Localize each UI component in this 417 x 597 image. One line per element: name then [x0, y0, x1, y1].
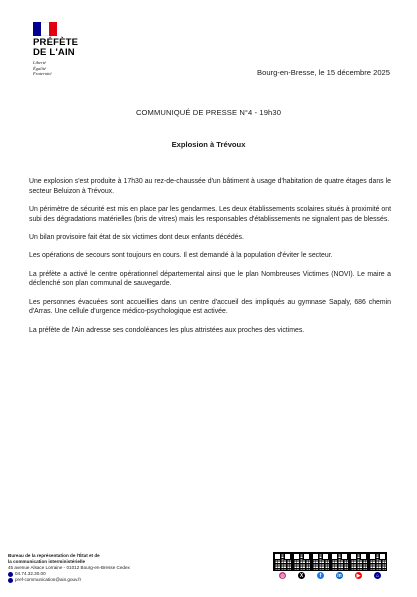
qr-code: [312, 553, 329, 570]
communique-subject: Explosion à Trévoux: [171, 140, 246, 149]
marianne-flag-icon: [33, 22, 57, 36]
prefecture-name-line2: DE L'AIN: [33, 46, 75, 58]
qr-code: [331, 553, 348, 570]
social-instagram[interactable]: [274, 553, 291, 579]
footer-email[interactable]: pref-communication@ain.gouv.fr: [15, 577, 82, 582]
phone-icon: [8, 572, 13, 577]
communique-body: [29, 177, 391, 344]
social-website[interactable]: [369, 553, 386, 579]
footer-contact: [8, 553, 158, 583]
paragraph-rescue-operations: Les opérations de secours sont toujours en cours. Il est demandé à la population d'éviter le secteur.: [29, 252, 333, 260]
prefecture-logo: [33, 22, 103, 77]
email-icon: [8, 578, 13, 583]
footer-phone: 04.74.32.30.00: [15, 571, 46, 576]
instagram-icon: ◎: [280, 572, 285, 579]
footer-email-row: [8, 577, 158, 583]
web-icon: ⌂: [375, 572, 380, 579]
paragraph-security-perimeter: Un périmètre de sécurité est mis en place par les gendarmes. Les deux établissements scolaires situés à proximité ont subi des dégradations matérielles (bris de vitres) mais les responsables d'établissements ne signalent pas de blessés.: [29, 205, 391, 223]
social-links: [274, 553, 386, 579]
qr-code: [350, 553, 367, 570]
footer-address: 45 avenue Alsace Lorraine - 01012 Bourg-en-Bresse Cedex: [8, 565, 130, 570]
social-youtube[interactable]: [350, 553, 367, 579]
motto-liberte: Liberté: [33, 60, 46, 65]
paragraph-victims-toll: Un bilan provisoire fait état de six victimes dont deux enfants décédés.: [29, 233, 244, 241]
x-icon: X: [299, 572, 304, 579]
social-x[interactable]: [293, 553, 310, 579]
social-linkedin[interactable]: [331, 553, 348, 579]
qr-code: [293, 553, 310, 570]
prefecture-name: [33, 38, 103, 57]
facebook-icon: f: [317, 572, 324, 579]
motto-fraternite: Fraternité: [33, 71, 52, 76]
paragraph-condolences: La préfète de l'Ain adresse ses condoléances les plus attristées aux proches des victimes.: [29, 326, 305, 334]
footer-office-line2: la communication interministérielle: [8, 559, 86, 564]
paragraph-explosion: Une explosion s'est produite à 17h30 au rez-de-chaussée d'un bâtiment à usage d'habitation de quatre étages dans le secteur Beluizon à Trévoux.: [29, 178, 391, 195]
qr-code: [274, 553, 291, 570]
prefecture-name-line1: PRÉFÈTE: [33, 37, 79, 48]
paragraph-novi-plan: La préfète a activé le centre opérationnel départemental ainsi que le plan Nombreuses Victimes (NOVI). Le maire a déclenché son plan communal de sauvegarde.: [29, 270, 391, 288]
qr-code: [369, 553, 386, 570]
republic-motto: [33, 60, 103, 77]
dateline: Bourg-en-Bresse, le 15 décembre 2025: [257, 68, 390, 77]
communique-title: COMMUNIQUÉ DE PRESSE N°4 - 19h30: [135, 108, 282, 117]
linkedin-icon: in: [337, 572, 342, 579]
social-facebook[interactable]: [312, 553, 329, 579]
footer-office-line1: Bureau de la représentation de l'État et de: [8, 553, 100, 558]
paragraph-evacuees: Les personnes évacuées sont accueillies dans un centre d'accueil des impliqués au gymnase Sapaly, 686 chemin d'Arras. Une cellule d'urgence médico-psychologique est activée.: [29, 298, 391, 316]
youtube-icon: ▶: [356, 572, 361, 579]
motto-egalite: Égalité: [33, 65, 46, 71]
